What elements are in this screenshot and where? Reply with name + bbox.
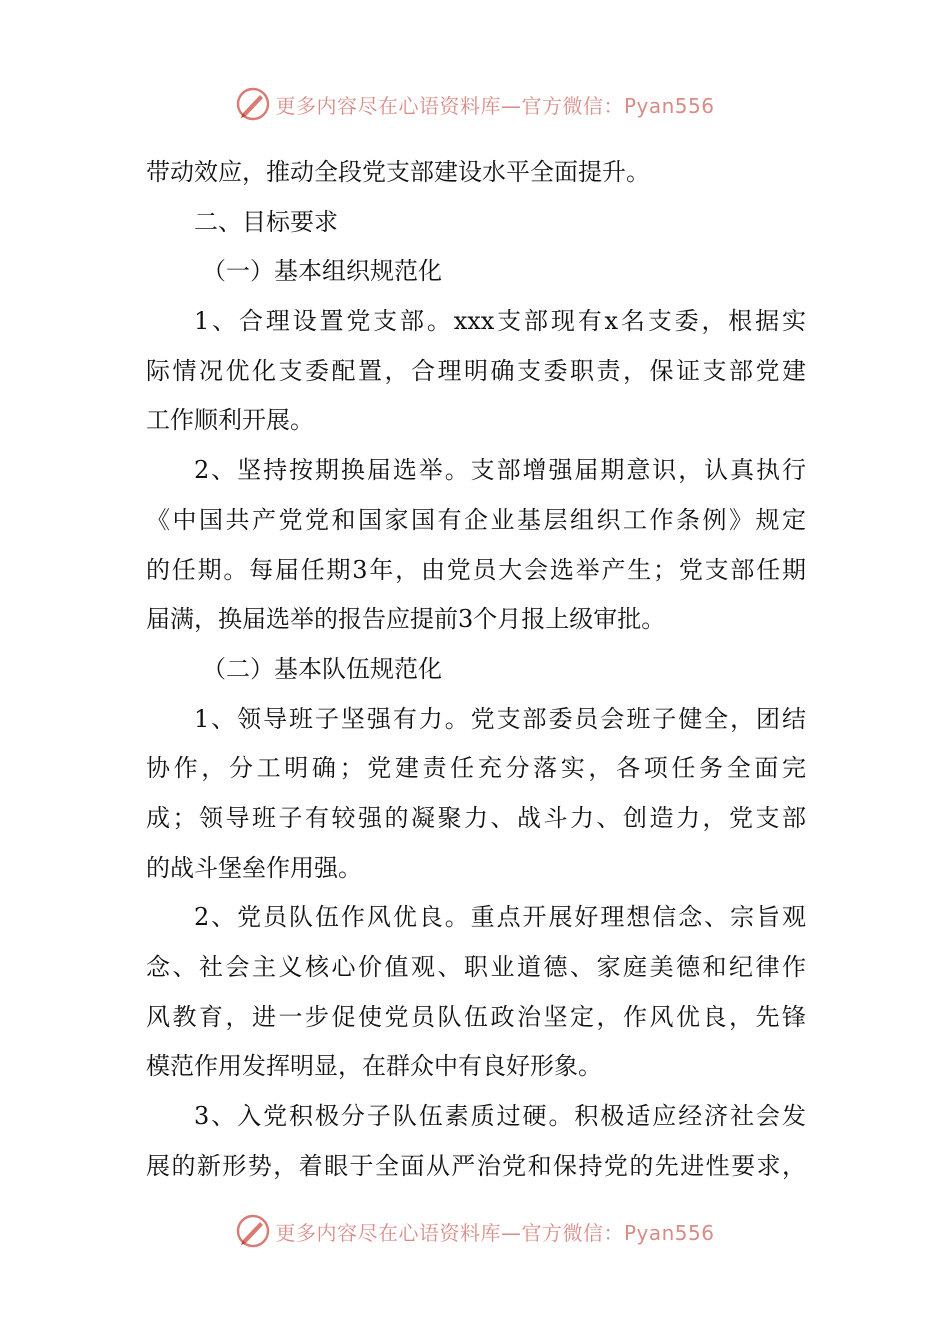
paragraph-line: 的任期。每届任期3年，由党员大会选举产生；党支部任期 [146,555,806,584]
paragraph-line: 念、社会主义核心价值观、职业道德、家庭美德和纪律作 [146,953,806,981]
watermark-text: 更多内容尽在心语资料库—官方微信：Pyan556 [275,1220,715,1245]
paragraph-line: 展的新形势，着眼于全面从严治党和保持党的先进性要求， [146,1151,806,1180]
pen-logo-icon [235,86,271,122]
paragraph-line: 协作，分工明确；党建责任充分落实，各项任务全面完 [146,754,806,783]
watermark-header [0,84,950,124]
paragraph-line: 2、坚持按期换届选举。支部增强届期意识，认真执行 [194,456,806,485]
paragraph-line: 工作顺利开展。 [146,406,314,435]
paragraph-line: 的战斗堡垒作用强。 [146,853,362,882]
watermark-text: 更多内容尽在心语资料库—官方微信：Pyan556 [275,93,715,118]
pen-logo-icon [235,1213,271,1249]
paragraph-line: 风教育，进一步促使党员队伍政治坚定，作风优良，先锋 [146,1002,806,1031]
paragraph-line: 《中国共产党党和国家国有企业基层组织工作条例》规定 [146,505,806,534]
watermark-footer [0,1211,950,1251]
paragraph-line: 1、合理设置党支部。xxx支部现有x名支委，根据实 [194,307,806,336]
document-body [146,148,806,1191]
subsection-heading: （二）基本队伍规范化 [202,654,442,683]
paragraph-line: 1、领导班子坚强有力。党支部委员会班子健全，团结 [194,704,806,733]
paragraph-line: 模范作用发挥明显，在群众中有良好形象。 [146,1052,602,1081]
paragraph-line: 3、入党积极分子队伍素质过硬。积极适应经济社会发 [194,1102,806,1131]
paragraph-line: 带动效应，推动全段党支部建设水平全面提升。 [146,158,650,186]
subsection-heading: （一）基本组织规范化 [202,257,442,286]
paragraph-line: 2、党员队伍作风优良。重点开展好理想信念、宗旨观 [194,903,806,932]
paragraph-line: 届满，换届选举的报告应提前3个月报上级审批。 [146,605,666,634]
paragraph-line: 成；领导班子有较强的凝聚力、战斗力、创造力，党支部 [146,803,806,832]
paragraph-line: 际情况优化支委配置，合理明确支委职责，保证支部党建 [146,356,806,385]
section-heading: 二、目标要求 [194,207,338,236]
